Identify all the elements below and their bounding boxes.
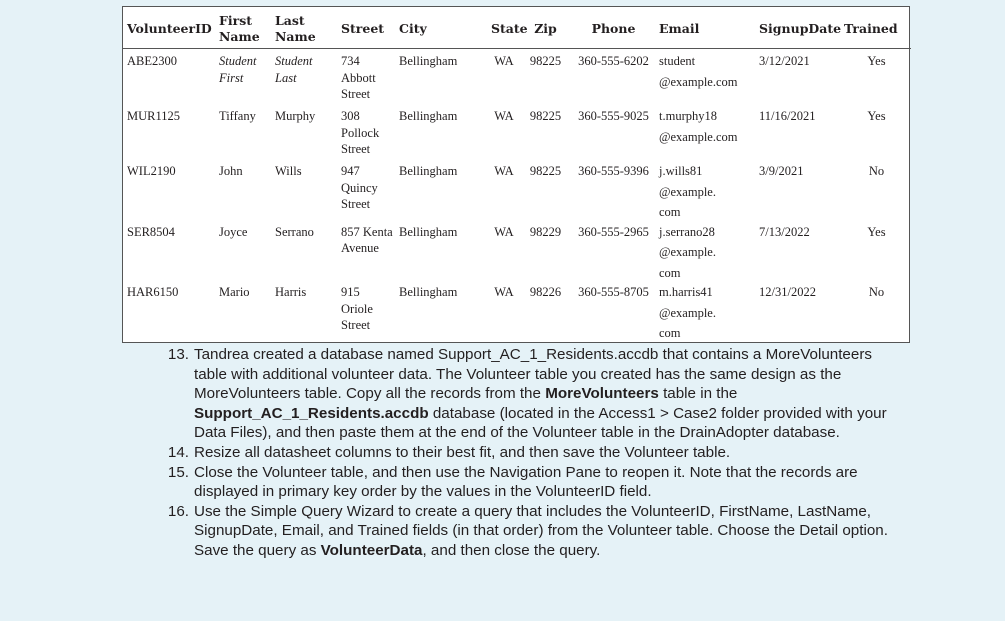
step-text: Close the Volunteer table, and then use the Navigation Pane to reopen it. Note that the records are displayed in primary key order by the values in the VolunteerID field. bbox=[194, 463, 858, 501]
cell-email bbox=[655, 160, 755, 221]
table-row bbox=[123, 49, 911, 106]
cell-city: Bellingham bbox=[399, 164, 458, 178]
step-bold-term: Support_AC_1_Residents.accdb bbox=[194, 404, 429, 422]
cell-trained: No bbox=[868, 285, 885, 299]
step-text bbox=[194, 345, 895, 443]
cell-zip: 98225 bbox=[529, 54, 562, 68]
cell-zip: 98225 bbox=[529, 109, 562, 123]
email-part: @example.com bbox=[659, 74, 738, 89]
column-header: SignupDate bbox=[755, 7, 840, 49]
cell-last-name: Harris bbox=[275, 285, 307, 299]
email-part: @example. bbox=[659, 184, 716, 199]
cell-city: Bellingham bbox=[399, 285, 458, 299]
email-part: j.serrano28 bbox=[659, 224, 715, 239]
column-header: City bbox=[395, 7, 487, 49]
cell-volunteer-id: MUR1125 bbox=[127, 109, 181, 123]
cell-trained: No bbox=[868, 164, 885, 178]
cell-city: Bellingham bbox=[399, 224, 458, 239]
cell-volunteer-id: SER8504 bbox=[127, 224, 175, 239]
email-part: com bbox=[659, 326, 681, 340]
email-part: com bbox=[659, 205, 681, 219]
cell-street: 915 Oriole Street bbox=[341, 285, 373, 332]
step-16 bbox=[160, 502, 895, 561]
cell-first-name: Joyce bbox=[219, 224, 248, 239]
step-number: 13. bbox=[167, 346, 189, 363]
email-part: m.harris41 bbox=[659, 285, 713, 299]
email-part: @example. bbox=[659, 245, 716, 259]
step-text-part: table in the bbox=[658, 385, 738, 403]
cell-signup-date: 12/31/2022 bbox=[759, 285, 816, 299]
step-text-part: , and then close the query. bbox=[422, 541, 601, 559]
email-part: student bbox=[659, 54, 696, 68]
email-part: @example. bbox=[659, 305, 716, 320]
cell-last-name: Wills bbox=[275, 164, 302, 178]
step-14 bbox=[160, 443, 895, 463]
cell-city: Bellingham bbox=[399, 109, 458, 123]
cell-phone: 360-555-9396 bbox=[578, 164, 649, 178]
cell-signup-date: 11/16/2021 bbox=[759, 109, 816, 123]
cell-state: WA bbox=[494, 54, 514, 68]
cell-last-name: Murphy bbox=[275, 109, 316, 123]
cell-zip: 98229 bbox=[529, 224, 562, 239]
cell-city: Bellingham bbox=[399, 54, 458, 68]
step-text bbox=[194, 502, 895, 561]
step-15 bbox=[160, 463, 895, 502]
email-part: @example.com bbox=[659, 129, 738, 144]
cell-phone: 360-555-8705 bbox=[578, 285, 649, 299]
cell-last-name: Serrano bbox=[275, 224, 314, 239]
step-number: 16. bbox=[167, 502, 189, 520]
cell-phone: 360-555-6202 bbox=[578, 54, 649, 68]
cell-email bbox=[655, 281, 755, 342]
step-text: Resize all datasheet columns to their best fit, and then save the Volunteer table. bbox=[194, 443, 731, 461]
table-row bbox=[123, 105, 911, 160]
cell-zip: 98226 bbox=[529, 285, 562, 299]
cell-phone: 360-555-9025 bbox=[578, 109, 649, 123]
cell-street: 947 Quincy Street bbox=[341, 164, 378, 211]
cell-street: 308 Pollock Street bbox=[341, 109, 380, 156]
email-part: t.murphy18 bbox=[659, 109, 717, 123]
column-header: State bbox=[487, 7, 519, 49]
step-13 bbox=[160, 345, 895, 443]
step-text-part: Use the Simple Query Wizard to create a query that includes the VolunteerID, FirstName, LastName, SignupDate, Email, and Trained fields (in that order) from the Volunteer table. Choose the Detail option. Save the query as bbox=[194, 502, 888, 559]
table-row bbox=[123, 281, 911, 342]
cell-signup-date: 3/9/2021 bbox=[759, 164, 804, 178]
cell-trained: Yes bbox=[867, 224, 886, 239]
step-text-part: database (located in the Access1 > Case2 folder provided with your Data Files), and then paste them at the end of the Volunteer table in the DrainAdopter database. bbox=[194, 404, 887, 442]
column-header: Trained bbox=[840, 7, 911, 49]
cell-signup-date: 3/12/2021 bbox=[759, 54, 810, 68]
cell-volunteer-id: ABE2300 bbox=[127, 54, 177, 68]
cell-trained: Yes bbox=[867, 109, 886, 123]
column-header: Email bbox=[655, 7, 755, 49]
cell-email bbox=[655, 221, 755, 282]
cell-last-name: Student Last bbox=[275, 54, 313, 85]
cell-zip: 98225 bbox=[529, 164, 562, 178]
cell-state: WA bbox=[494, 285, 514, 299]
table-header-row bbox=[123, 7, 911, 49]
table-row bbox=[123, 221, 911, 282]
column-header: Street bbox=[337, 7, 395, 49]
cell-state: WA bbox=[494, 109, 514, 123]
cell-street: 857 Kenta Avenue bbox=[341, 224, 393, 255]
step-bold-term: MoreVolunteers bbox=[545, 385, 659, 403]
cell-phone: 360-555-2965 bbox=[578, 224, 649, 239]
cell-email bbox=[655, 49, 755, 106]
column-header: Zip bbox=[519, 7, 570, 49]
step-number: 14. bbox=[167, 443, 189, 461]
cell-trained: Yes bbox=[867, 54, 886, 68]
table-row bbox=[123, 160, 911, 221]
cell-signup-date: 7/13/2022 bbox=[759, 224, 810, 239]
cell-volunteer-id: HAR6150 bbox=[127, 285, 179, 299]
cell-email bbox=[655, 105, 755, 160]
step-bold-term: VolunteerData bbox=[320, 541, 423, 559]
step-text-part: Tandrea created a database named Support_AC_1_Residents.accdb that contains a MoreVolunteers table with additional volunteer data. The Volunteer table you created has the same design as the MoreVolunteers table. Copy all the records from the bbox=[194, 346, 872, 403]
volunteer-table-figure bbox=[122, 6, 910, 343]
cell-first-name: John bbox=[219, 164, 243, 178]
cell-state: WA bbox=[494, 224, 514, 239]
cell-street: 734 Abbott Street bbox=[341, 54, 376, 101]
email-part: com bbox=[659, 265, 681, 280]
cell-state: WA bbox=[494, 164, 514, 178]
step-number: 15. bbox=[167, 463, 189, 481]
email-part: j.wills81 bbox=[659, 164, 703, 178]
cell-volunteer-id: WIL2190 bbox=[127, 164, 176, 178]
cell-first-name: Mario bbox=[219, 285, 250, 299]
column-header: First Name bbox=[215, 7, 271, 49]
volunteer-table bbox=[123, 7, 911, 342]
column-header: VolunteerID bbox=[123, 7, 215, 49]
instruction-steps bbox=[160, 345, 895, 561]
column-header: Phone bbox=[570, 7, 655, 49]
cell-first-name: Tiffany bbox=[219, 109, 256, 123]
cell-first-name: Student First bbox=[219, 54, 257, 85]
column-header: Last Name bbox=[271, 7, 337, 49]
